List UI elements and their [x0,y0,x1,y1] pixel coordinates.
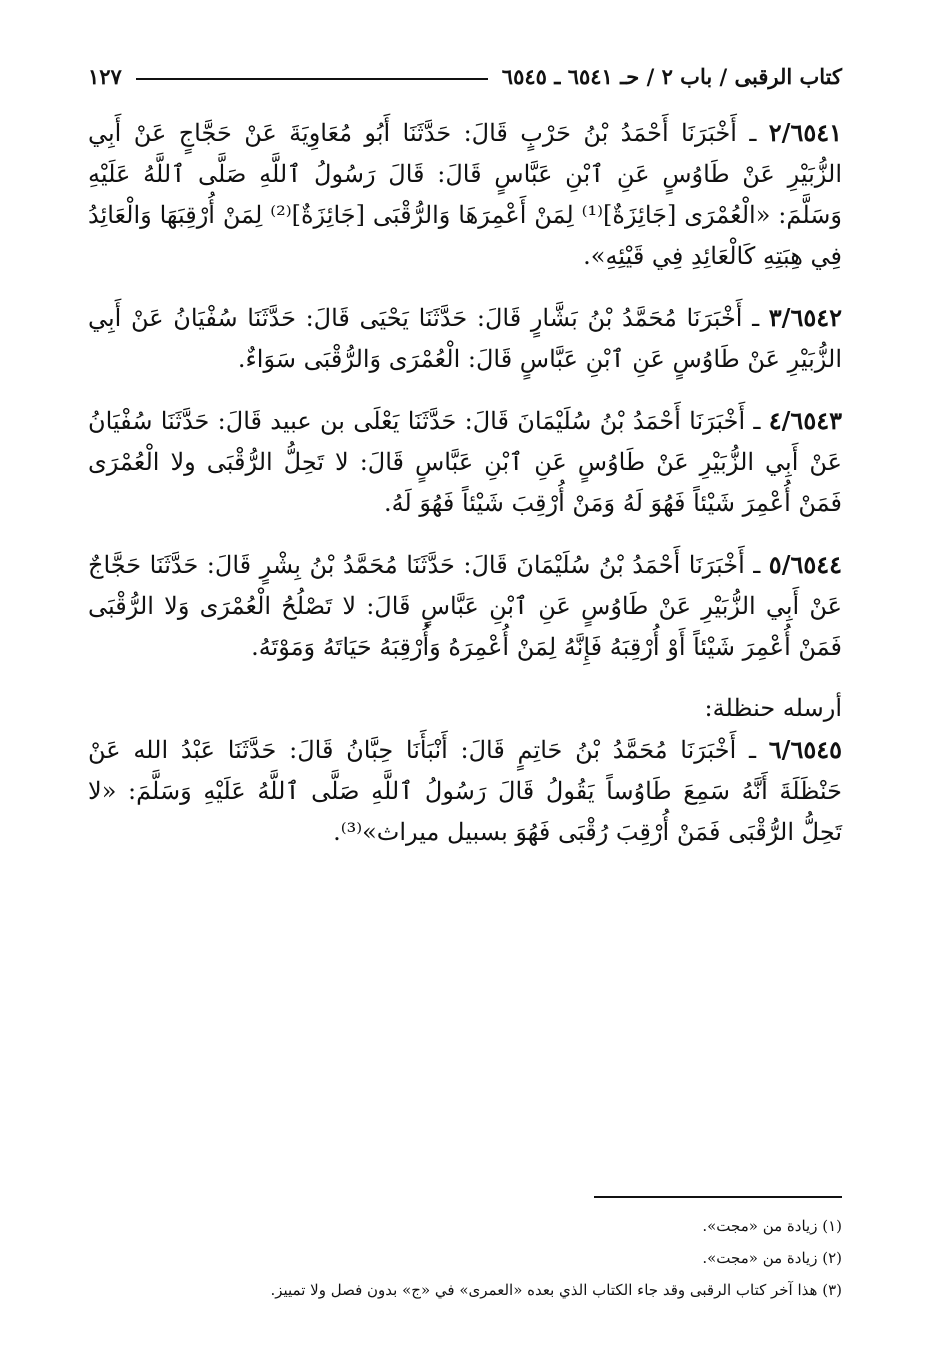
hadith-number: ٣/٦٥٤٢ [768,303,842,332]
hadith-paragraph [88,400,842,524]
hadith-number: ٥/٦٥٤٤ [768,550,843,579]
page-number: ١٢٧ [88,63,122,89]
hadith-text: ـ أَخْبَرَنَا مُحَمَّدُ بْنُ بَشَّارٍ قَالَ: حَدَّثَنَا يَحْيَى قَالَ: حَدَّثَنَا سُفْيَانُ عَنْ أَبِي الزُّبَيْرِ عَنْ طَاوُسٍ عَنِ ٱبْنِ عَبَّاسٍ قَالَ: الْعُمْرَى وَالرُّقْبَى سَوَاءٌ. [88,304,842,373]
footnote-separator [594,1196,842,1198]
section-heading: أرسله حنظلة: [704,694,842,722]
hadith-paragraph [88,544,842,668]
hadith-paragraph [88,112,842,277]
hadith-paragraph [88,729,842,853]
hadith-number: ٢/٦٥٤١ [768,118,842,147]
footnotes [88,1210,842,1306]
main-text [88,112,842,873]
chapter-title: كتاب الرقبى / باب ٢ / حـ ٦٥٤١ ـ ٦٥٤٥ [501,63,842,89]
hadith-text: ـ أَخْبَرَنَا أَحْمَدُ بْنُ سُلَيْمَانَ قَالَ: حَدَّثَنَا يَعْلَى بن عبيد قَالَ: حَدَّثَنَا سُفْيَانُ عَنْ أَبِي الزُّبَيْرِ عَنْ طَاوُسٍ عَنِ ٱبْنِ عَبَّاسٍ قَالَ: لا تَحِلُّ الرُّقْبَى ولا الْعُمْرَى فَمَنْ أُعْمِرَ شَيْئاً فَهُوَ لَهُ وَمَنْ أُرْقِبَ شَيْئاً فَهُوَ لَهُ. [88,407,842,517]
running-header [88,58,842,94]
hadith-text: ـ أَخْبَرَنَا مُحَمَّدُ بْنُ حَاتِمٍ قَالَ: أَنْبَأَنَا حِبَّانُ قَالَ: حَدَّثَنَا عَبْدُ الله عَنْ حَنْظَلَةَ أَنَّهُ سَمِعَ طَاوُساً يَقُولُ قَالَ رَسُولُ ٱللَّهِ صَلَّى ٱللَّهُ عَلَيْهِ وَسَلَّمَ: «لا تَحِلُّ الرُّقْبَى فَمَنْ أُرْقِبَ رُقْبَى فَهُوَ بسبيل ميراث»⁽³⁾. [88,736,842,846]
hadith-number: ٤/٦٥٤٣ [768,406,842,435]
hadith-paragraph [88,297,842,380]
footnote: (٣) هذا آخر كتاب الرقبى وقد جاء الكتاب الذي بعده «العمرى» في «ج» بدون فصل ولا تمييز. [270,1281,842,1299]
hadith-number: ٦/٦٥٤٥ [768,735,842,764]
hadith-text: ـ أَخْبَرَنَا أَحْمَدُ بْنُ سُلَيْمَانَ قَالَ: حَدَّثَنَا مُحَمَّدُ بْنُ بِشْرٍ قَالَ: حَدَّثَنَا حَجَّاجٌ عَنْ أَبِي الزُّبَيْرِ عَنْ طَاوُسٍ عَنِ ٱبْنِ عَبَّاسٍ قَالَ: لا تَصْلُحُ الْعُمْرَى وَلا الرُّقْبَى فَمَنْ أُعْمِرَ شَيْئاً أَوْ أُرْقِبَهُ فَإِنَّهُ لِمَنْ أُعْمِرَهُ وَأُرْقِبَهُ حَيَاتَهُ وَمَوْتَهُ. [88,551,842,661]
header-rule [136,78,488,80]
hadith-text: ـ أَخْبَرَنَا أَحْمَدُ بْنُ حَرْبٍ قَالَ: حَدَّثَنَا أَبُو مُعَاوِيَةَ عَنْ حَجَّاجٍ عَنْ أَبِي الزُّبَيْرِ عَنْ طَاوُسٍ عَنِ ٱبْنِ عَبَّاسٍ قَالَ: قَالَ رَسُولُ ٱللَّهِ صَلَّى ٱللَّهُ عَلَيْهِ وَسَلَّمَ: «الْعُمْرَى [جَائِزَةٌ]⁽¹⁾ لِمَنْ أَعْمِرَهَا وَالرُّقْبَى [جَائِزَةٌ]⁽²⁾ لِمَنْ أُرْقِبَهَا وَالْعَائِدُ فِي هِبَتِهِ كَالْعَائِدِ فِي قَيْئِهِ». [88,119,842,270]
footnote: (١) زيادة من «مجت». [702,1217,842,1235]
footnote: (٢) زيادة من «مجت». [702,1249,842,1267]
